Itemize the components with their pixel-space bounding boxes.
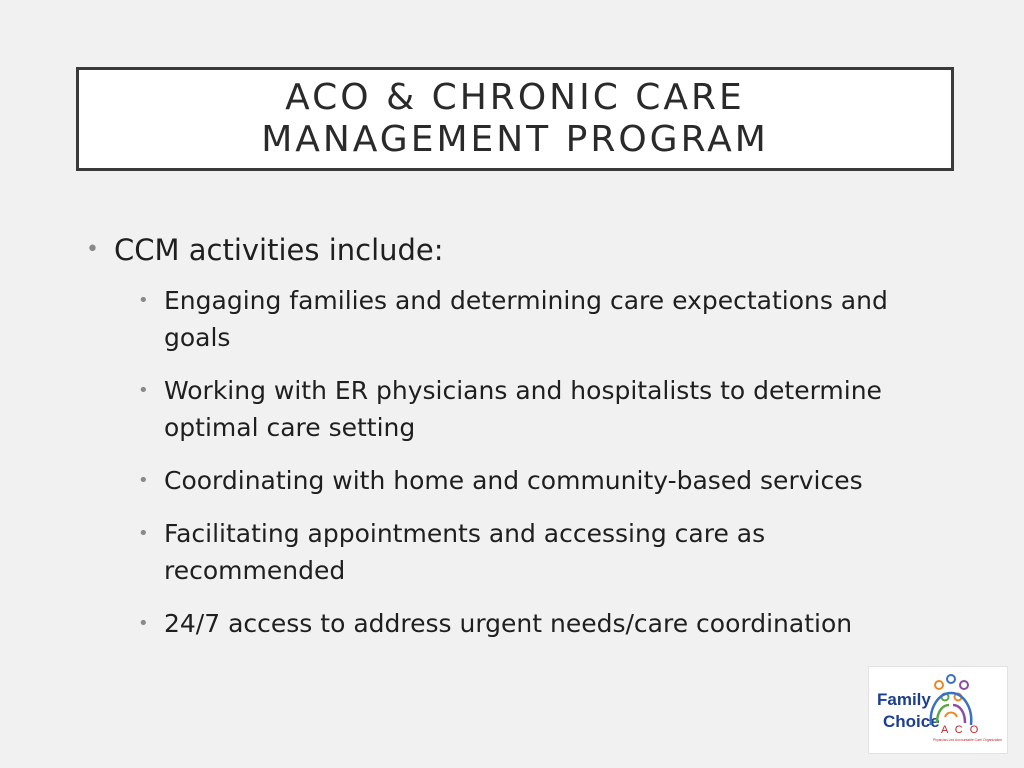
family-choice-aco-logo — [869, 667, 1007, 753]
bullet-dot-icon: • — [138, 470, 149, 491]
title-box — [76, 67, 954, 171]
slide-title-line-1: ACO & CHRONIC CARE — [285, 77, 745, 118]
logo-graphic — [869, 667, 1007, 753]
logo-word-choice: Choice — [883, 712, 940, 731]
sub-bullet-text: Engaging families and determining care expectations and goals — [164, 286, 888, 352]
bullet-dot-icon: • — [138, 523, 149, 544]
bullet-dot-icon: • — [138, 380, 149, 401]
bullet-dot-icon: • — [86, 237, 99, 262]
person-head-icon — [935, 681, 943, 689]
slide-content — [86, 230, 946, 658]
sub-bullet-list — [138, 282, 946, 642]
sub-bullet — [138, 462, 946, 499]
logo-tagline: Physician-Led Accountable Care Organization — [933, 738, 1003, 742]
sub-bullet — [138, 515, 946, 589]
logo-acronym: A C O — [941, 724, 981, 736]
bullet-dot-icon: • — [138, 613, 149, 634]
sub-bullet — [138, 282, 946, 356]
person-body-icon — [945, 713, 957, 718]
logo-word-family: Family — [877, 690, 931, 709]
slide-title-line-2: MANAGEMENT PROGRAM — [261, 119, 769, 160]
sub-bullet-text: Working with ER physicians and hospitalists to determine optimal care setting — [164, 376, 882, 442]
main-bullet-text: CCM activities include: — [114, 233, 444, 267]
person-head-icon — [947, 675, 955, 683]
main-bullet — [86, 230, 946, 270]
person-head-icon — [960, 681, 968, 689]
sub-bullet — [138, 605, 946, 642]
sub-bullet-text: Facilitating appointments and accessing care as recommended — [164, 519, 766, 585]
sub-bullet — [138, 372, 946, 446]
bullet-dot-icon: • — [138, 290, 149, 311]
sub-bullet-text: Coordinating with home and community-based services — [164, 466, 863, 495]
sub-bullet-text: 24/7 access to address urgent needs/care coordination — [164, 609, 853, 638]
